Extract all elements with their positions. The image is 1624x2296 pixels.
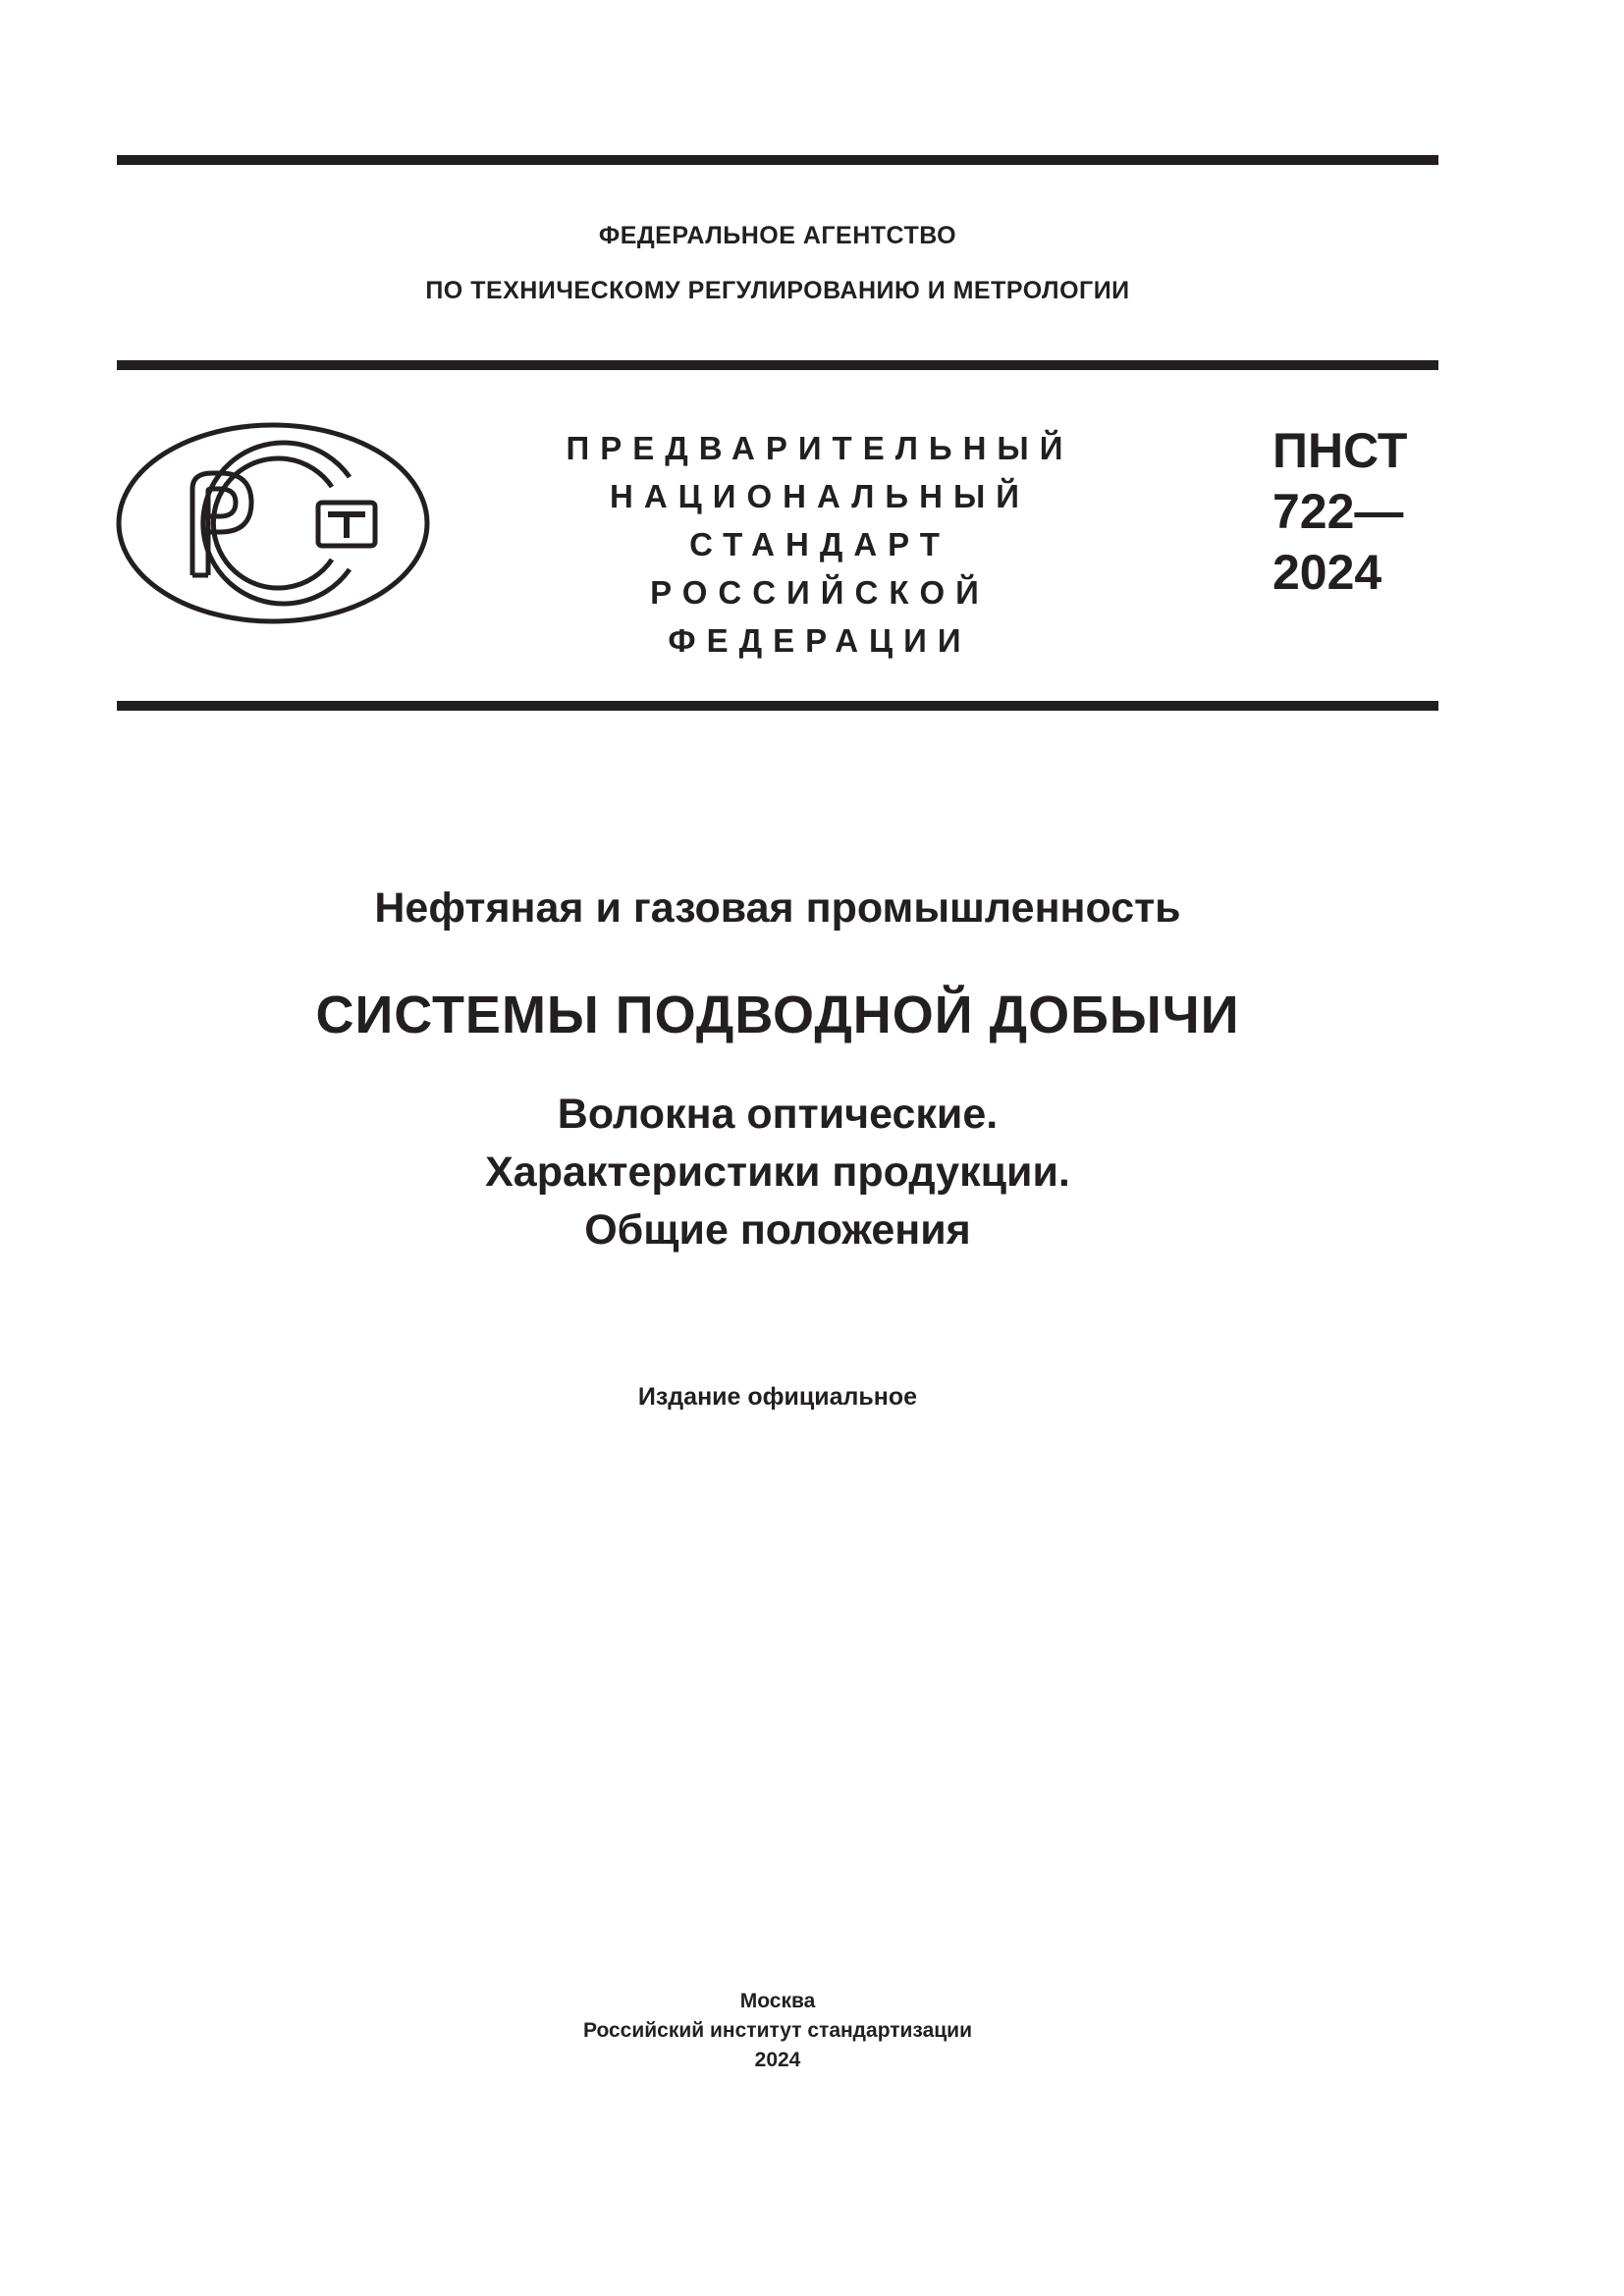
standard-designation [1272, 420, 1407, 603]
subtitle [117, 1086, 1438, 1259]
industry-title: Нефтяная и газовая промышленность [374, 884, 1181, 932]
top-rule [117, 155, 1438, 165]
standard-type-line: ПРЕДВАРИТЕЛЬНЫЙ [566, 430, 1074, 466]
designation-number: 722— [1272, 484, 1404, 539]
main-title: СИСТЕМЫ ПОДВОДНОЙ ДОБЫЧИ [315, 986, 1240, 1044]
standard-type-line: НАЦИОНАЛЬНЫЙ [610, 478, 1030, 514]
imprint-year: 2024 [754, 2049, 801, 2071]
standard-type [530, 424, 1110, 665]
subtitle-line: Общие положения [584, 1206, 971, 1254]
standard-type-line: СТАНДАРТ [689, 526, 950, 562]
designation-prefix: ПНСТ [1272, 423, 1408, 478]
imprint-city: Москва [739, 1990, 816, 2012]
edition-label: Издание официальное [637, 1383, 918, 1411]
standard-type-line: РОССИЙСКОЙ [650, 574, 990, 611]
designation-year: 2024 [1272, 545, 1382, 600]
agency-name-line-2: ПО ТЕХНИЧЕСКОМУ РЕГУЛИРОВАНИЮ И МЕТРОЛОГИИ [425, 277, 1130, 304]
imprint [117, 1987, 1438, 2075]
header-rule [117, 360, 1438, 370]
agency-name-line-1: ФЕДЕРАЛЬНОЕ АГЕНТСТВО [598, 222, 957, 249]
subtitle-line: Волокна оптические. [557, 1091, 999, 1138]
standard-type-line: ФЕДЕРАЦИИ [668, 622, 972, 659]
imprint-publisher: Российский институт стандартизации [582, 2019, 973, 2042]
gost-r-emblem-icon [114, 420, 432, 626]
title-rule [117, 701, 1438, 711]
subtitle-line: Характеристики продукции. [485, 1148, 1070, 1196]
